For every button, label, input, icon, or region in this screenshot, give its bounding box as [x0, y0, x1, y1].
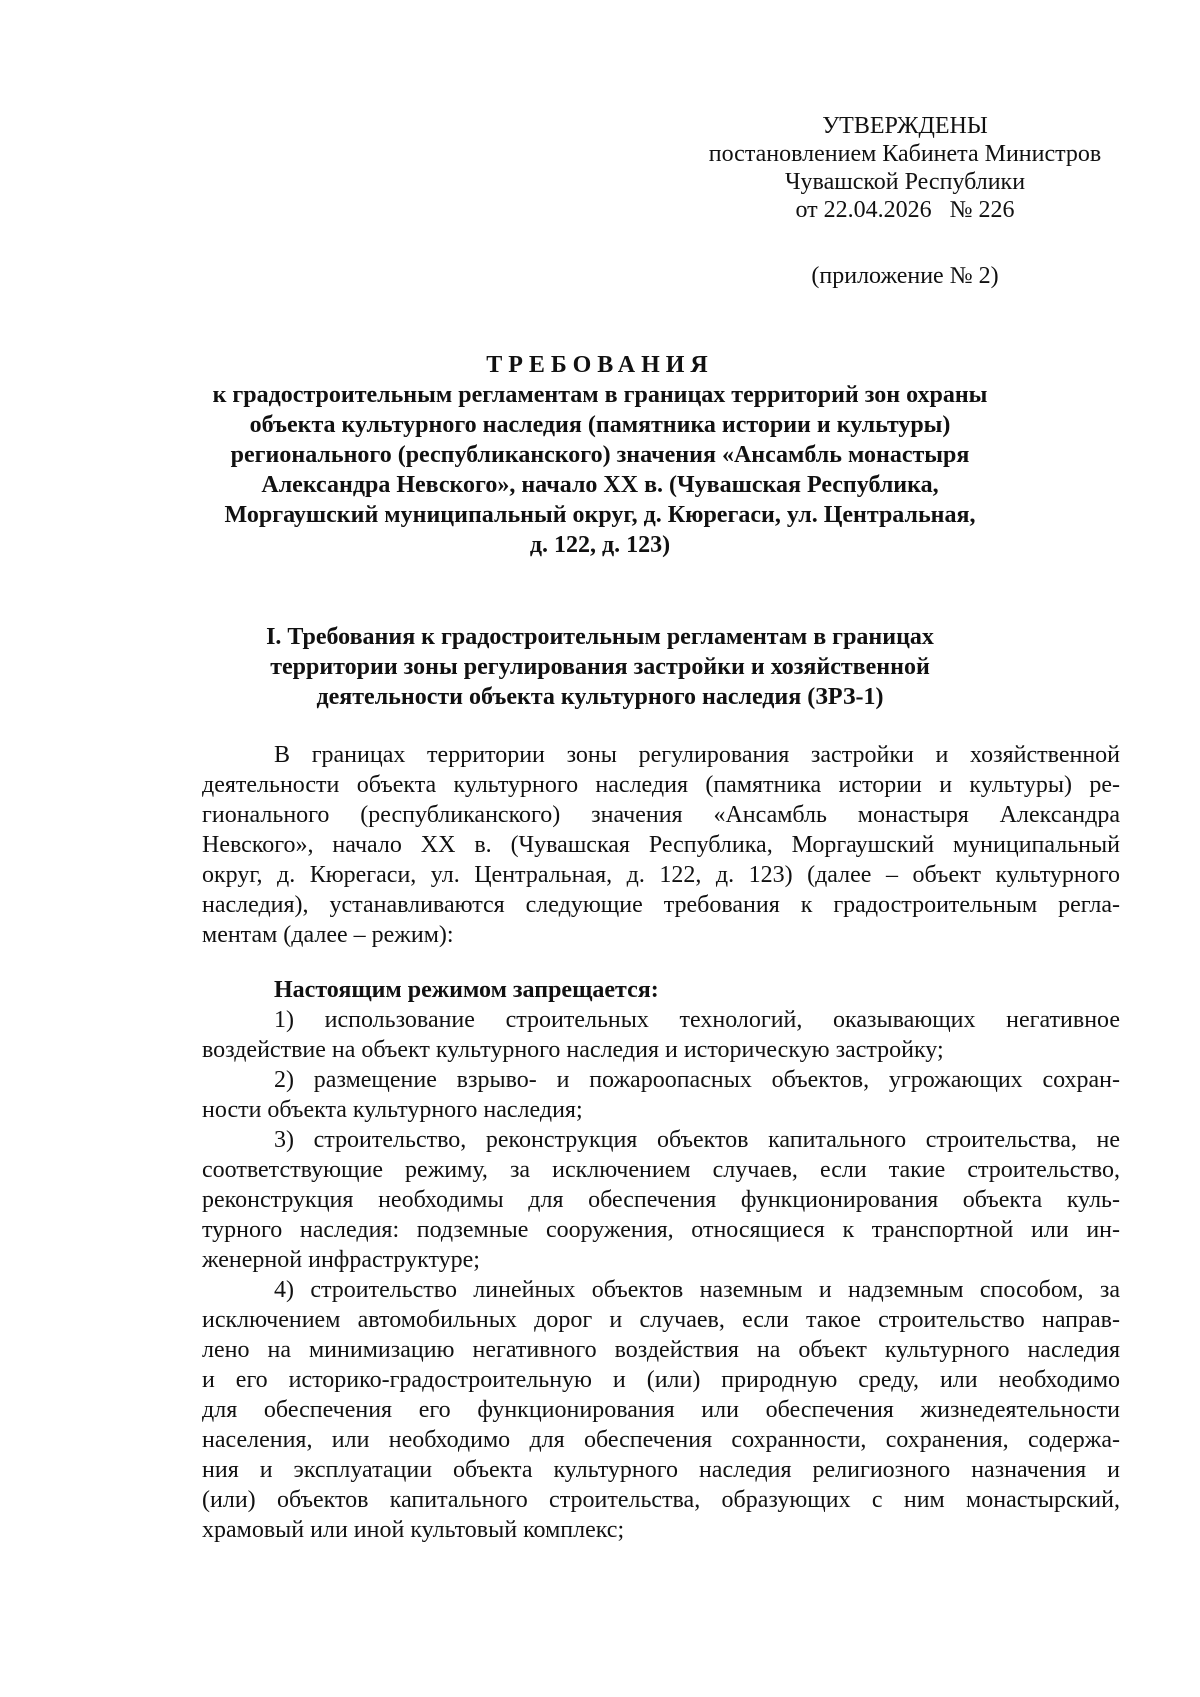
list-item	[202, 1005, 1120, 1065]
section-title-line: I. Требования к градостроительным регламентам в границах	[266, 624, 934, 650]
intro-paragraph	[202, 740, 1120, 950]
section-title-line: территории зоны регулирования застройки и хозяйственной	[270, 654, 930, 680]
prohibited-heading: Настоящим режимом запрещается:	[274, 977, 659, 1003]
title-heading: ТРЕБОВАНИЯ	[486, 352, 714, 378]
prohibited-list	[202, 1005, 1120, 1545]
list-item	[202, 1125, 1120, 1275]
approval-date-number: от 22.04.2026 № 226	[795, 197, 1015, 223]
title-line: Моргаушский муниципальный округ, д. Кюрегаси, ул. Центральная,	[224, 502, 976, 528]
title-line: регионального (республиканского) значения «Ансамбль монастыря	[230, 442, 970, 468]
paragraph-line: Невского», начало XX в. (Чувашская Республика, Моргаушский муниципальный	[202, 832, 1120, 858]
section-title-line: деятельности объекта культурного наследия (ЗРЗ-1)	[316, 684, 884, 710]
list-item	[202, 1275, 1120, 1545]
list-item	[202, 1065, 1120, 1125]
section-title	[180, 622, 1020, 712]
paragraph-line: деятельности объекта культурного наследия (памятника истории и культуры) ре-	[202, 772, 1120, 798]
title-line: Александра Невского», начало XX в. (Чувашская Республика,	[261, 472, 939, 498]
title-line: к градостроительным регламентам в границах территорий зон охраны	[212, 382, 988, 408]
paragraph-line: 1) использование строительных технологий, оказывающих негативное	[274, 1007, 1120, 1033]
paragraph-line: ния и эксплуатации объекта культурного наследия религиозного назначения и	[202, 1457, 1120, 1483]
paragraph-line: В границах территории зоны регулирования застройки и хозяйственной	[274, 742, 1120, 768]
paragraph-line: реконструкция необходимы для обеспечения функционирования объекта куль-	[202, 1187, 1120, 1213]
title-line: д. 122, д. 123)	[529, 532, 671, 558]
paragraph-line: турного наследия: подземные сооружения, относящиеся к транспортной или ин-	[202, 1217, 1120, 1243]
approval-line: УТВЕРЖДЕНЫ	[822, 113, 988, 139]
paragraph-line: для обеспечения его функционирования или обеспечения жизнедеятельности	[202, 1397, 1120, 1423]
paragraph-line: соответствующие режиму, за исключением случаев, если такие строительство,	[202, 1157, 1120, 1183]
title-line: объекта культурного наследия (памятника истории и культуры)	[249, 412, 951, 438]
approval-line: Чувашской Республики	[784, 169, 1026, 195]
paragraph-line: храмовый или иной культовый комплекс;	[202, 1517, 625, 1543]
paragraph-line: 4) строительство линейных объектов наземным и надземным способом, за	[274, 1277, 1120, 1303]
appendix-label: (приложение № 2)	[811, 263, 999, 289]
paragraph-line: женерной инфраструктуре;	[202, 1247, 480, 1273]
paragraph-line: ности объекта культурного наследия;	[202, 1097, 583, 1123]
paragraph-line: наследия), устанавливаются следующие требования к градостроительным регла-	[202, 892, 1120, 918]
paragraph-line: ментам (далее – режим):	[202, 922, 454, 948]
paragraph-line: округ, д. Кюрегаси, ул. Центральная, д. 122, д. 123) (далее – объект культурного	[202, 862, 1120, 888]
paragraph-line: и его историко-градостроительную и (или) природную среду, или необходимо	[202, 1367, 1120, 1393]
document-title	[180, 350, 1020, 560]
paragraph-line: исключением автомобильных дорог и случаев, если такое строительство направ-	[202, 1307, 1120, 1333]
approval-block	[670, 112, 1140, 224]
paragraph-line: гионального (республиканского) значения «Ансамбль монастыря Александра	[202, 802, 1120, 828]
paragraph-line: (или) объектов капитального строительства, образующих с ним монастырский,	[202, 1487, 1120, 1513]
paragraph-line: воздействие на объект культурного наследия и историческую застройку;	[202, 1037, 944, 1063]
paragraph-line: 2) размещение взрыво- и пожароопасных объектов, угрожающих сохран-	[274, 1067, 1120, 1093]
paragraph-line: населения, или необходимо для обеспечения сохранности, сохранения, содержа-	[202, 1427, 1120, 1453]
paragraph-line: 3) строительство, реконструкция объектов капитального строительства, не	[274, 1127, 1120, 1153]
approval-line: постановлением Кабинета Министров	[708, 141, 1102, 167]
paragraph-line: лено на минимизацию негативного воздействия на объект культурного наследия	[202, 1337, 1120, 1363]
